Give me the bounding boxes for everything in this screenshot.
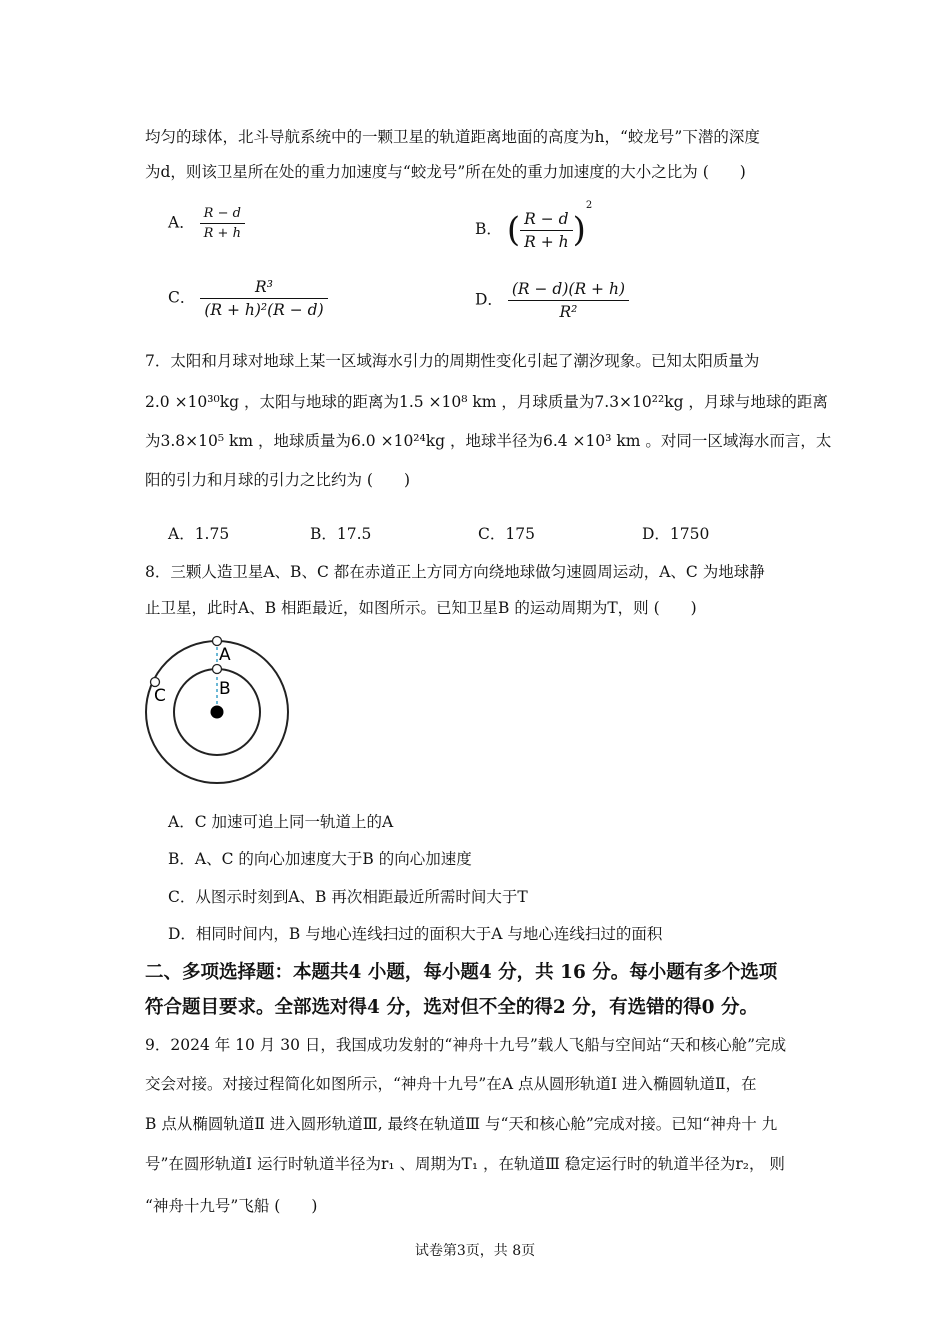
q6-option-d-denominator: R² — [508, 300, 629, 321]
q6-option-d-label: D． — [475, 290, 503, 309]
q6-option-a — [168, 206, 245, 241]
q6-option-c-numerator: R³ — [255, 278, 273, 296]
q8-option-d: D．相同时间内，B 与地心连线扫过的面积大于A 与地心连线扫过的面积 — [168, 925, 663, 943]
q8-orbit-diagram — [140, 632, 300, 792]
q6-text-line1: 均匀的球体，北斗导航系统中的一颗卫星的轨道距离地面的高度为h，“蛟龙号”下潜的深度 — [145, 128, 760, 146]
q9-text-line4: 号”在圆形轨道Ⅰ 运行时轨道半径为r₁ 、周期为T₁ ，在轨道Ⅲ 稳定运行时的轨道半径为r₂， 则 — [145, 1155, 785, 1173]
q7-option-b: B．17.5 — [310, 525, 372, 543]
q6-option-b-numerator: R − d — [524, 209, 569, 228]
q6-option-a-numerator: R − d — [203, 206, 241, 221]
q8-text-line2: 止卫星，此时A、B 相距最近，如图所示。已知卫星B 的运动周期为T，则 ( ) — [145, 599, 697, 617]
q9-text-line1: 9．2024 年 10 月 30 日，我国成功发射的“神舟十九号”载人飞船与空间站“天和核心舱”完成 — [145, 1036, 787, 1054]
label-a: A — [219, 645, 231, 665]
q6-option-c — [168, 278, 328, 319]
q8-option-a: A．C 加速可追上同一轨道上的A — [168, 813, 394, 831]
q6-option-b-label: B． — [475, 220, 502, 238]
q6-option-a-fraction — [200, 206, 245, 241]
q7-option-d: D．1750 — [642, 525, 710, 543]
q7-option-a: A．1.75 — [168, 525, 230, 543]
q8-option-c: C．从图示时刻到A、B 再次相距最近所需时间大于T — [168, 888, 528, 906]
label-c: C — [154, 686, 166, 706]
q8-text-line1: 8．三颗人造卫星A、B、C 都在赤道正上方同方向绕地球做匀速圆周运动，A、C 为地球静 — [145, 563, 765, 581]
q7-text-line1: 7．太阳和月球对地球上某一区域海水引力的周期性变化引起了潮汐现象。已知太阳质量为 — [145, 352, 760, 370]
q6-option-b-denominator: R + h — [520, 230, 573, 251]
q6-option-d-numerator: (R − d)(R + h) — [511, 280, 625, 298]
q6-option-c-fraction — [200, 278, 327, 319]
q7-text-line4: 阳的引力和月球的引力之比约为 ( ) — [145, 471, 411, 489]
q6-option-b: B． ( $\frac{R - d}{R + h}$ )$^2$ — [475, 200, 593, 251]
q6-option-b-fraction — [520, 210, 573, 251]
q6-option-d-fraction — [508, 280, 629, 321]
q6-text-line2: 为d，则该卫星所在处的重力加速度与“蛟龙号”所在处的重力加速度的大小之比为 ( ) — [145, 163, 746, 181]
section2-heading-line1: 二、多项选择题：本题共4 小题，每小题4 分，共 16 分。每小题有多个选项 — [145, 962, 778, 983]
page-footer: 试卷第3页，共 8页 — [414, 1243, 536, 1259]
q9-text-line5: “神舟十九号”飞船 ( ) — [145, 1197, 318, 1215]
q6-option-c-label: C． — [168, 288, 196, 307]
q6-option-d — [475, 280, 629, 321]
q6-option-a-denominator: R + h — [200, 223, 245, 241]
q6-option-c-denominator: (R + h)²(R − d) — [200, 298, 327, 319]
q6-option-a-label: A． — [168, 213, 195, 232]
q6-option-b-exponent: 2 — [585, 200, 593, 211]
satellite-b — [213, 665, 222, 674]
q9-text-line2: 交会对接。对接过程简化如图所示，“神舟十九号”在A 点从圆形轨道Ⅰ 进入椭圆轨道Ⅱ，在 — [145, 1075, 757, 1093]
q7-text-line3: 为3.8×10⁵ km ，地球质量为6.0 ×10²⁴kg ，地球半径为6.4 ×10³ km 。对同一区域海水而言，太 — [145, 432, 832, 450]
earth-dot — [211, 706, 224, 719]
section2-heading-line2: 符合题目要求。全部选对得4 分，选对但不全的得2 分，有选错的得0 分。 — [145, 997, 758, 1018]
q9-text-line3: B 点从椭圆轨道Ⅱ 进入圆形轨道Ⅲ, 最终在轨道Ⅲ 与“天和核心舱”完成对接。已知“神舟十 九 — [145, 1115, 778, 1133]
q7-text-line2: 2.0 ×10³⁰kg ，太阳与地球的距离为1.5 ×10⁸ km ，月球质量为7.3×10²²kg ，月球与地球的距离 — [145, 393, 828, 411]
q7-option-c: C．175 — [478, 525, 535, 543]
label-b: B — [219, 679, 231, 699]
q8-option-b: B．A、C 的向心加速度大于B 的向心加速度 — [168, 850, 472, 868]
